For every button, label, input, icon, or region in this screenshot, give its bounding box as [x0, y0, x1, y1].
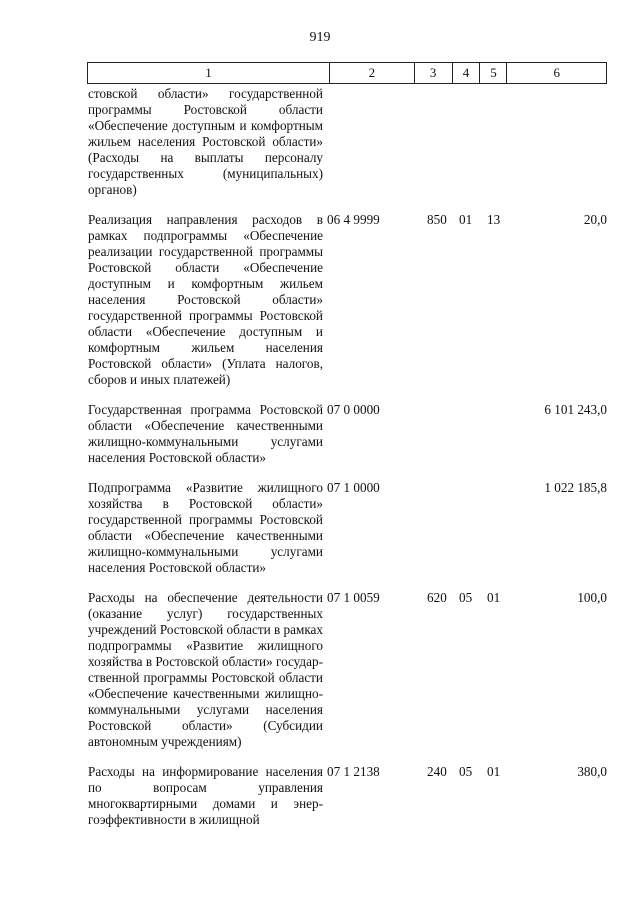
row-amount: 100,0 — [577, 590, 607, 605]
row-description: Реализация направления расходов в рамках подпрограммы «Обеспечение реализации государственной программы Ростовской области «Обеспечение доступным и комфортным жильем населения Ростовской области» государственной программы Ростовской области «Обеспечение доступным и комфортным жильем населения Ростовской области» (Уплата налогов, сборов и иных платежей) — [88, 212, 323, 387]
table-row — [88, 590, 608, 750]
header-col-4: 4 — [453, 63, 481, 83]
row-amount: 20,0 — [583, 212, 607, 227]
table-row — [88, 212, 608, 388]
row-section — [459, 86, 487, 198]
table-body — [88, 86, 608, 842]
row-target-code: 07 1 0000 — [327, 480, 380, 495]
row-subsection — [487, 480, 515, 576]
table-row — [88, 86, 608, 198]
header-col-3: 3 — [415, 63, 453, 83]
page-number: 919 — [309, 30, 331, 45]
table-row — [88, 402, 608, 466]
row-target-code — [323, 86, 427, 198]
row-expense-type — [427, 86, 459, 198]
row-description: стовской области» государственной программы Ростовской области «Обеспечение доступным и комфортным жильем населения Ростовской области» (Расходы на выплаты персоналу государственных (муниципальных) органов) — [88, 86, 323, 197]
row-description: Государственная программа Ростовской области «Обеспечение качественными жилищно-коммунальными услугами населения Ростовской области» — [88, 402, 323, 465]
header-col-2: 2 — [330, 63, 415, 83]
row-amount: 380,0 — [577, 764, 607, 779]
row-expense-type: 240 — [427, 764, 447, 779]
row-subsection: 13 — [487, 212, 501, 227]
row-amount: 1 022 185,8 — [544, 480, 607, 495]
row-target-code: 07 1 2138 — [327, 764, 380, 779]
row-expense-type: 850 — [427, 212, 447, 227]
row-amount: 6 101 243,0 — [544, 402, 607, 417]
table-row — [88, 764, 608, 828]
row-description: Подпрограмма «Развитие жилищного хозяйства в Ростовской области» государственной программы Ростовской области «Обеспечение качественными жилищно-коммунальными услугами населения Ростовской области» — [88, 480, 323, 575]
row-section: 05 — [459, 590, 473, 605]
table-row — [88, 480, 608, 576]
row-amount — [515, 86, 607, 198]
row-target-code: 07 0 0000 — [327, 402, 380, 417]
row-subsection: 01 — [487, 590, 501, 605]
header-col-6: 6 — [553, 65, 560, 80]
header-col-1: 1 — [88, 63, 330, 83]
row-description: Расходы на обеспечение деятельности (оказание услуг) государственных учреждений Ростовской области в рамках подпрограммы «Развитие жилищного хозяйства в Ростовской области» государственной программы Ростовской области «Обеспечение качественными жилищно-коммунальными услугами населения Ростовской области» (Субсидии автономным учреждениям) — [88, 590, 323, 749]
table-header — [87, 62, 607, 84]
row-target-code: 07 1 0059 — [327, 590, 380, 605]
row-expense-type: 620 — [427, 590, 447, 605]
header-col-5: 5 — [480, 63, 507, 83]
row-expense-type — [427, 480, 459, 576]
row-target-code: 06 4 9999 — [327, 212, 380, 227]
row-section: 01 — [459, 212, 473, 227]
row-expense-type — [427, 402, 459, 466]
row-subsection: 01 — [487, 764, 501, 779]
row-section — [459, 480, 487, 576]
row-section: 05 — [459, 764, 473, 779]
row-subsection — [487, 86, 515, 198]
row-section — [459, 402, 487, 466]
row-description: Расходы на информирование населения по вопросам управления многоквартирными домами и энергоэффективности в жилищной — [88, 764, 323, 827]
row-subsection — [487, 402, 515, 466]
